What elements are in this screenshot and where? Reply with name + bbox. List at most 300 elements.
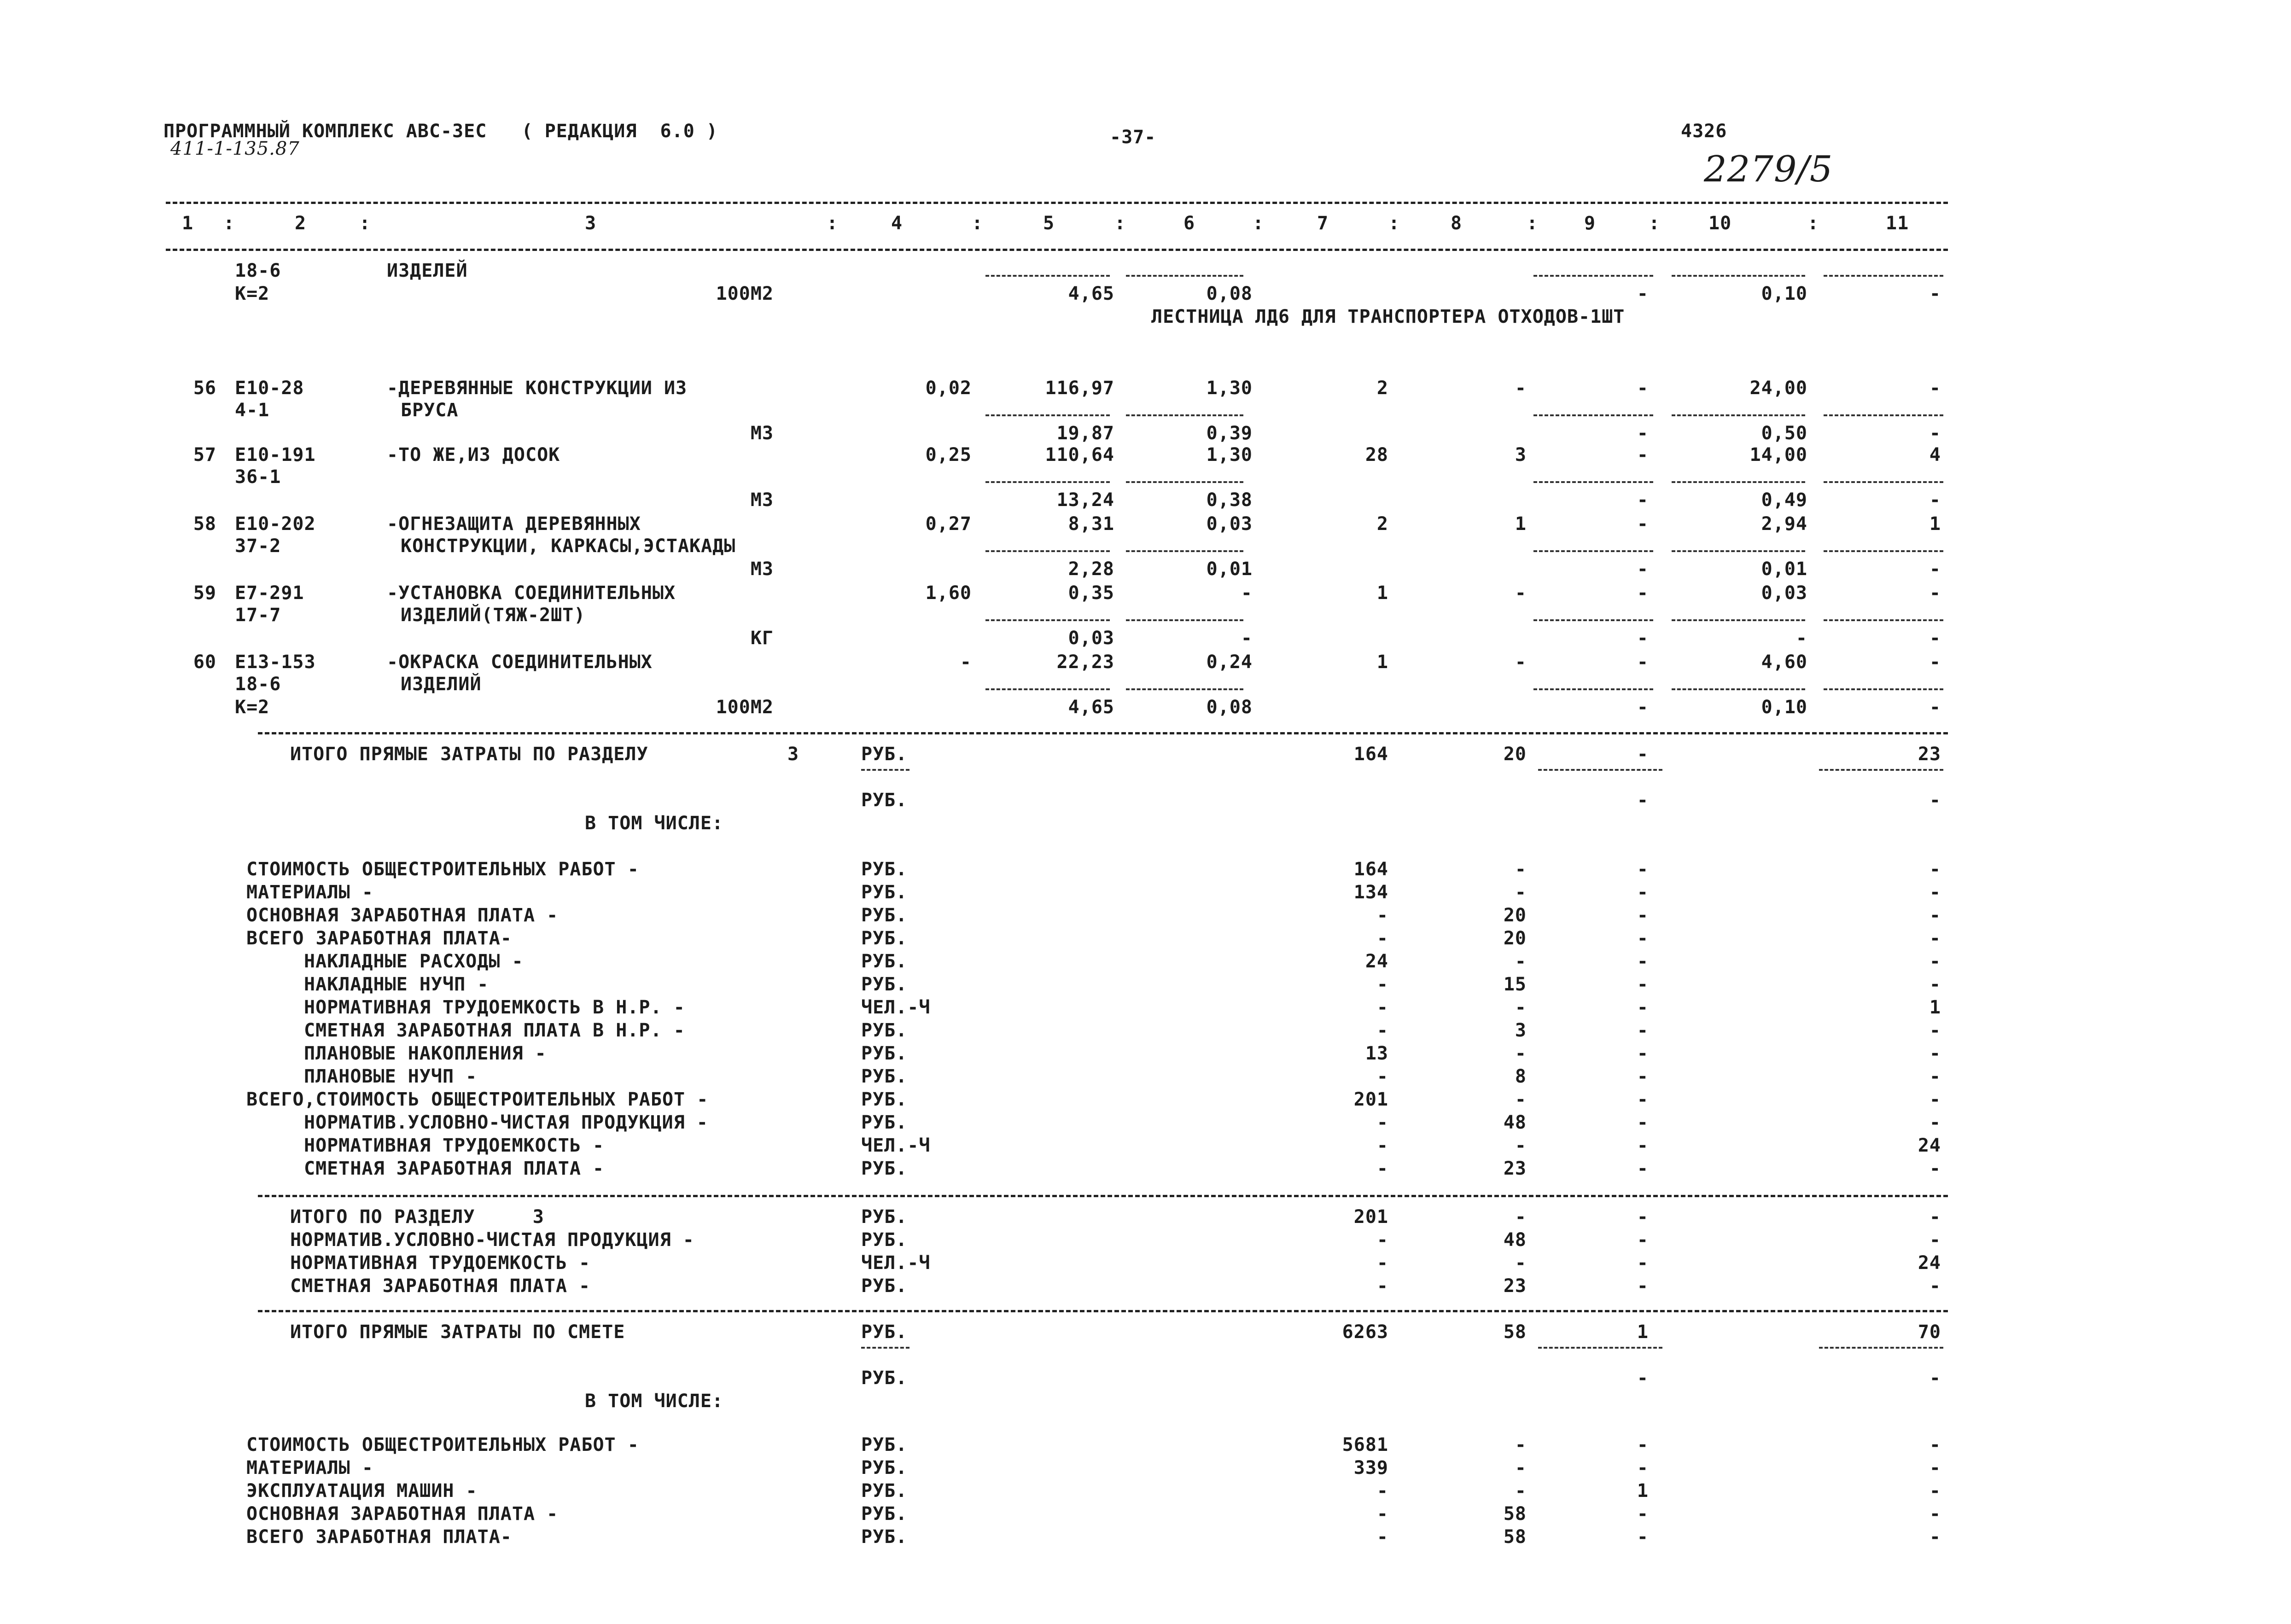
column-number-10: 10 (1708, 213, 1732, 234)
row-code: 18-6 (235, 674, 281, 695)
breakdown-label: ОСНОВНАЯ ЗАРАБОТНАЯ ПЛАТА - (246, 905, 559, 926)
breakdown-unit: РУБ. (861, 1066, 908, 1087)
estimate-breakdown-col7: - (1376, 1526, 1388, 1548)
col5-rule (985, 550, 1110, 552)
total-col9: - (1637, 790, 1649, 811)
breakdown-unit: РУБ. (861, 1089, 908, 1110)
estimate-breakdown-col11: - (1929, 1457, 1941, 1478)
final-label: НОРМАТИВНАЯ ТРУДОЕМКОСТЬ - (290, 1252, 591, 1274)
total-unit: РУБ. (861, 744, 908, 765)
breakdown-col7: - (1376, 905, 1388, 926)
unit-rule (861, 1347, 909, 1349)
breakdown-col7: 24 (1365, 951, 1388, 972)
row-col10: 0,01 (1761, 559, 1807, 580)
column-number-2: 2 (295, 213, 307, 234)
row-col11: - (1929, 652, 1941, 673)
total-col8: 20 (1503, 744, 1527, 765)
estimate-breakdown-col8: - (1515, 1457, 1527, 1478)
breakdown-col9: - (1637, 882, 1649, 903)
breakdown-col8: 23 (1503, 1158, 1527, 1179)
col10-rule (1672, 275, 1805, 277)
breakdown-label: НОРМАТИВНАЯ ТРУДОЕМКОСТЬ - (304, 1135, 605, 1156)
row-col11: - (1929, 559, 1941, 580)
breakdown-unit: РУБ. (861, 974, 908, 995)
col5-rule (985, 481, 1110, 483)
row-name: -ОКРАСКА СОЕДИНИТЕЛЬНЫХ (387, 652, 653, 673)
object-caption: ЛЕСТНИЦА ЛД6 ДЛЯ ТРАНСПОРТЕРА ОТХОДОВ-1ШТ (1151, 306, 1625, 327)
breakdown-col11: - (1929, 928, 1941, 949)
breakdown-col7: 164 (1353, 859, 1388, 880)
row-col5: 110,64 (1045, 444, 1114, 466)
breakdown-col7: - (1376, 1135, 1388, 1156)
column-separator: : (1253, 213, 1265, 234)
column-number-5: 5 (1043, 213, 1055, 234)
final-col8: 48 (1503, 1229, 1527, 1251)
row-col10: 0,10 (1761, 283, 1807, 304)
final-col8: - (1515, 1252, 1527, 1274)
row-col7: 2 (1376, 378, 1388, 399)
estimate-breakdown-label: МАТЕРИАЛЫ - (246, 1457, 373, 1478)
breakdown-col11: - (1929, 1020, 1941, 1041)
estimate-col9: 1 (1637, 1321, 1649, 1343)
breakdown-label: ПЛАНОВЫЕ НАКОПЛЕНИЯ - (304, 1043, 547, 1064)
row-col9: - (1637, 489, 1649, 511)
estimate-breakdown-unit: РУБ. (861, 1526, 908, 1548)
total-col11: 23 (1918, 744, 1941, 765)
col9-rule (1533, 275, 1653, 277)
estimate-breakdown-col11: - (1929, 1480, 1941, 1502)
page-number: -37- (1110, 127, 1156, 148)
breakdown-col7: 201 (1353, 1089, 1388, 1110)
row-col9: - (1637, 628, 1649, 649)
including-heading: В ТОМ ЧИСЛЕ: (585, 813, 723, 834)
row-col9: - (1637, 697, 1649, 718)
row-name: -ДЕРЕВЯННЫЕ КОНСТРУКЦИИ ИЗ (387, 378, 688, 399)
estimate-unit: РУБ. (861, 1321, 908, 1343)
breakdown-col8: 15 (1503, 974, 1527, 995)
row-col6: 0,08 (1206, 283, 1253, 304)
col9-rule (1533, 619, 1653, 621)
breakdown-col7: - (1376, 997, 1388, 1018)
breakdown-label: ВСЕГО ЗАРАБОТНАЯ ПЛАТА- (246, 928, 512, 949)
breakdown-col11: - (1929, 1066, 1941, 1087)
program-title: ПРОГРАММНЫЙ КОМПЛЕКС АВС-3ЕС ( РЕДАКЦИЯ 6.0 ) (163, 121, 718, 142)
breakdown-col9: - (1637, 951, 1649, 972)
breakdown-unit: РУБ. (861, 1112, 908, 1133)
breakdown-col11: - (1929, 1043, 1941, 1064)
breakdown-col9: - (1637, 1089, 1649, 1110)
estimate-rule (258, 1310, 1948, 1312)
row-col9: - (1637, 582, 1649, 604)
estimate-breakdown-col9: - (1637, 1457, 1649, 1478)
final-col11: - (1929, 1275, 1941, 1297)
total-col9: - (1637, 744, 1649, 765)
breakdown-col11: - (1929, 1158, 1941, 1179)
row-col11: - (1929, 489, 1941, 511)
final-col11: - (1929, 1206, 1941, 1228)
row-code: К=2 (235, 283, 270, 304)
row-col7: 1 (1376, 582, 1388, 604)
col6-rule (1126, 414, 1243, 416)
row-code: 36-1 (235, 466, 281, 488)
col11-rule (1819, 769, 1943, 771)
column-number-6: 6 (1183, 213, 1195, 234)
breakdown-unit: РУБ. (861, 882, 908, 903)
final-col8: 23 (1503, 1275, 1527, 1297)
final-label: СМЕТНАЯ ЗАРАБОТНАЯ ПЛАТА - (290, 1275, 591, 1297)
row-col5: 2,28 (1068, 559, 1114, 580)
breakdown-col11: - (1929, 905, 1941, 926)
row-code: 17-7 (235, 605, 281, 626)
final-label: ИТОГО ПО РАЗДЕЛУ 3 (290, 1206, 544, 1228)
breakdown-unit: РУБ. (861, 1043, 908, 1064)
col9-rule (1533, 414, 1653, 416)
final-col7: - (1376, 1275, 1388, 1297)
column-separator: : (827, 213, 839, 234)
unit-rule (861, 769, 909, 771)
col11-rule (1824, 688, 1943, 690)
row-code: Е7-291 (235, 582, 304, 604)
breakdown-col9: - (1637, 1020, 1649, 1041)
breakdown-label: НОРМАТИВНАЯ ТРУДОЕМКОСТЬ В Н.Р. - (304, 997, 685, 1018)
final-col7: - (1376, 1252, 1388, 1274)
estimate-col8: 58 (1503, 1321, 1527, 1343)
breakdown-label: ПЛАНОВЫЕ НУЧП - (304, 1066, 478, 1087)
section-final-rule (258, 1195, 1948, 1197)
row-code: 18-6 (235, 260, 281, 281)
row-col7: 28 (1365, 444, 1388, 466)
including-heading: В ТОМ ЧИСЛЕ: (585, 1391, 723, 1412)
row-name: ИЗДЕЛЕЙ (387, 260, 468, 281)
row-col10: 4,60 (1761, 652, 1807, 673)
final-col9: - (1637, 1206, 1649, 1228)
row-col9: - (1637, 378, 1649, 399)
estimate-breakdown-col11: - (1929, 1526, 1941, 1548)
row-number: 58 (193, 513, 216, 535)
breakdown-label: СМЕТНАЯ ЗАРАБОТНАЯ ПЛАТА В Н.Р. - (304, 1020, 685, 1041)
breakdown-col8: - (1515, 1135, 1527, 1156)
breakdown-label: МАТЕРИАЛЫ - (246, 882, 373, 903)
breakdown-col9: - (1637, 1112, 1649, 1133)
row-col7: 1 (1376, 652, 1388, 673)
breakdown-col9: - (1637, 1043, 1649, 1064)
row-col11: - (1929, 582, 1941, 604)
breakdown-col11: - (1929, 1112, 1941, 1133)
col10-rule (1672, 414, 1805, 416)
breakdown-col9: - (1637, 1135, 1649, 1156)
estimate-breakdown-label: ОСНОВНАЯ ЗАРАБОТНАЯ ПЛАТА - (246, 1503, 559, 1525)
row-unit: М3 (750, 489, 774, 511)
row-col5: 4,65 (1068, 283, 1114, 304)
column-number-8: 8 (1451, 213, 1463, 234)
estimate-breakdown-unit: РУБ. (861, 1457, 908, 1478)
estimate-breakdown-col11: - (1929, 1434, 1941, 1455)
col10-rule (1672, 688, 1805, 690)
estimate-breakdown-col8: 58 (1503, 1526, 1527, 1548)
row-col10: 0,03 (1761, 582, 1807, 604)
estimate-breakdown-unit: РУБ. (861, 1480, 908, 1502)
breakdown-col11: 24 (1918, 1135, 1941, 1156)
breakdown-col8: 48 (1503, 1112, 1527, 1133)
col10-rule (1672, 550, 1805, 552)
header-rule-bottom (166, 249, 1948, 251)
row-col5: 0,03 (1068, 628, 1114, 649)
row-col5: 8,31 (1068, 513, 1114, 535)
col5-rule (985, 688, 1110, 690)
row-col10: 0,50 (1761, 423, 1807, 444)
column-separator: : (1114, 213, 1126, 234)
breakdown-col7: - (1376, 974, 1388, 995)
col6-rule (1126, 688, 1243, 690)
final-col9: - (1637, 1275, 1649, 1297)
column-number-9: 9 (1584, 213, 1596, 234)
final-col11: 24 (1918, 1252, 1941, 1274)
breakdown-col11: - (1929, 974, 1941, 995)
breakdown-label: НОРМАТИВ.УСЛОВНО-ЧИСТАЯ ПРОДУКЦИЯ - (304, 1112, 708, 1133)
breakdown-col9: - (1637, 905, 1649, 926)
row-code: 4-1 (235, 400, 270, 421)
estimate-breakdown-col7: 339 (1353, 1457, 1388, 1478)
section-rule (258, 732, 1948, 734)
final-col11: - (1929, 1229, 1941, 1251)
row-code: К=2 (235, 697, 270, 718)
row-unit: 100М2 (716, 283, 774, 304)
row-code: Е10-202 (235, 513, 316, 535)
breakdown-col7: - (1376, 1158, 1388, 1179)
row-name: -УСТАНОВКА СОЕДИНИТЕЛЬНЫХ (387, 582, 676, 604)
project-number-handwritten: 411-1-135.87 (170, 138, 300, 159)
breakdown-col9: - (1637, 859, 1649, 880)
col9-rule (1538, 1347, 1662, 1349)
breakdown-unit: РУБ. (861, 951, 908, 972)
breakdown-col8: 3 (1515, 1020, 1527, 1041)
col11-rule (1824, 550, 1943, 552)
column-number-4: 4 (891, 213, 903, 234)
breakdown-unit: РУБ. (861, 905, 908, 926)
row-col11: 4 (1929, 444, 1941, 466)
breakdown-unit: РУБ. (861, 1020, 908, 1041)
row-col9: - (1637, 423, 1649, 444)
breakdown-col8: - (1515, 882, 1527, 903)
breakdown-col9: - (1637, 1158, 1649, 1179)
header-rule-top (166, 202, 1948, 204)
row-col8: 3 (1515, 444, 1527, 466)
estimate-col9: - (1637, 1368, 1649, 1389)
column-separator: : (1388, 213, 1400, 234)
row-col10: 14,00 (1749, 444, 1807, 466)
col9-rule (1538, 769, 1662, 771)
estimate-total-label: ИТОГО ПРЯМЫЕ ЗАТРАТЫ ПО СМЕТЕ (290, 1321, 625, 1343)
row-col11: - (1929, 283, 1941, 304)
estimate-breakdown-col7: - (1376, 1503, 1388, 1525)
row-col5: 0,35 (1068, 582, 1114, 604)
breakdown-col7: 13 (1365, 1043, 1388, 1064)
row-unit: М3 (750, 423, 774, 444)
estimate-breakdown-col7: 5681 (1342, 1434, 1388, 1455)
final-col7: - (1376, 1229, 1388, 1251)
col5-rule (985, 275, 1110, 277)
total-unit: РУБ. (861, 790, 908, 811)
row-quantity: 1,60 (925, 582, 972, 604)
column-separator: : (972, 213, 984, 234)
row-number: 60 (193, 652, 216, 673)
row-name: ИЗДЕЛИЙ (401, 674, 482, 695)
row-col6: 0,39 (1206, 423, 1253, 444)
column-separator: : (1807, 213, 1819, 234)
row-col8: 1 (1515, 513, 1527, 535)
breakdown-col11: - (1929, 859, 1941, 880)
breakdown-col8: - (1515, 1043, 1527, 1064)
row-col10: 24,00 (1749, 378, 1807, 399)
breakdown-col8: - (1515, 951, 1527, 972)
row-col9: - (1637, 283, 1649, 304)
estimate-col11: - (1929, 1368, 1941, 1389)
row-col5: 13,24 (1056, 489, 1114, 511)
row-col5: 19,87 (1056, 423, 1114, 444)
row-unit: 100М2 (716, 697, 774, 718)
final-unit: ЧЕЛ.-Ч (861, 1252, 931, 1274)
column-separator: : (223, 213, 235, 234)
row-number: 59 (193, 582, 216, 604)
section-total-label: ИТОГО ПРЯМЫЕ ЗАТРАТЫ ПО РАЗДЕЛУ (290, 744, 648, 765)
col10-rule (1672, 481, 1805, 483)
row-name: -ОГНЕЗАЩИТА ДЕРЕВЯННЫХ (387, 513, 641, 535)
col11-rule (1824, 275, 1943, 277)
breakdown-col7: - (1376, 1112, 1388, 1133)
breakdown-unit: ЧЕЛ.-Ч (861, 997, 931, 1018)
row-unit: КГ (750, 628, 774, 649)
row-col6: 0,01 (1206, 559, 1253, 580)
final-col8: - (1515, 1206, 1527, 1228)
breakdown-col9: - (1637, 1066, 1649, 1087)
breakdown-col7: - (1376, 1020, 1388, 1041)
row-code: Е13-153 (235, 652, 316, 673)
row-col9: - (1637, 513, 1649, 535)
row-name: КОНСТРУКЦИИ, КАРКАСЫ,ЭСТАКАДЫ (401, 536, 736, 557)
col10-rule (1672, 619, 1805, 621)
estimate-breakdown-col9: - (1637, 1434, 1649, 1455)
breakdown-col9: - (1637, 997, 1649, 1018)
breakdown-col11: - (1929, 1089, 1941, 1110)
row-col9: - (1637, 444, 1649, 466)
col6-rule (1126, 550, 1243, 552)
final-label: НОРМАТИВ.УСЛОВНО-ЧИСТАЯ ПРОДУКЦИЯ - (290, 1229, 694, 1251)
col11-rule (1819, 1347, 1943, 1349)
row-col5: 116,97 (1045, 378, 1114, 399)
final-unit: РУБ. (861, 1206, 908, 1228)
breakdown-col11: - (1929, 882, 1941, 903)
row-col8: - (1515, 378, 1527, 399)
col11-rule (1824, 619, 1943, 621)
row-col5: 4,65 (1068, 697, 1114, 718)
col5-rule (985, 414, 1110, 416)
col5-rule (985, 619, 1110, 621)
row-code: Е10-191 (235, 444, 316, 466)
column-separator: : (1649, 213, 1661, 234)
breakdown-label: НАКЛАДНЫЕ НУЧП - (304, 974, 489, 995)
row-col5: 22,23 (1056, 652, 1114, 673)
row-name: -ТО ЖЕ,ИЗ ДОСОК (387, 444, 560, 466)
col11-rule (1824, 414, 1943, 416)
row-number: 57 (193, 444, 216, 466)
col6-rule (1126, 481, 1243, 483)
estimate-col7: 6263 (1342, 1321, 1388, 1343)
estimate-breakdown-col9: - (1637, 1526, 1649, 1548)
estimate-breakdown-label: ЭКСПЛУАТАЦИЯ МАШИН - (246, 1480, 478, 1502)
row-col10: - (1795, 628, 1807, 649)
row-col6: 1,30 (1206, 378, 1253, 399)
row-col6: - (1241, 628, 1253, 649)
breakdown-label: НАКЛАДНЫЕ РАСХОДЫ - (304, 951, 524, 972)
total-col11: - (1929, 790, 1941, 811)
row-col11: - (1929, 378, 1941, 399)
final-unit: РУБ. (861, 1229, 908, 1251)
breakdown-col8: 8 (1515, 1066, 1527, 1087)
col6-rule (1126, 275, 1243, 277)
breakdown-col8: - (1515, 997, 1527, 1018)
estimate-breakdown-col8: 58 (1503, 1503, 1527, 1525)
breakdown-unit: РУБ. (861, 1158, 908, 1179)
breakdown-col11: - (1929, 951, 1941, 972)
estimate-breakdown-unit: РУБ. (861, 1503, 908, 1525)
breakdown-col9: - (1637, 928, 1649, 949)
row-quantity: 0,25 (925, 444, 972, 466)
row-col10: 0,10 (1761, 697, 1807, 718)
estimate-unit: РУБ. (861, 1368, 908, 1389)
breakdown-unit: РУБ. (861, 928, 908, 949)
final-col9: - (1637, 1252, 1649, 1274)
row-col6: 0,24 (1206, 652, 1253, 673)
column-number-7: 7 (1317, 213, 1329, 234)
breakdown-col8: - (1515, 1089, 1527, 1110)
breakdown-col9: - (1637, 974, 1649, 995)
col9-rule (1533, 688, 1653, 690)
estimate-breakdown-col8: - (1515, 1480, 1527, 1502)
row-name: ИЗДЕЛИЙ(ТЯЖ-2ШТ) (401, 605, 586, 626)
row-col9: - (1637, 652, 1649, 673)
breakdown-unit: ЧЕЛ.-Ч (861, 1135, 931, 1156)
row-col6: 1,30 (1206, 444, 1253, 466)
row-col11: 1 (1929, 513, 1941, 535)
estimate-col11: 70 (1918, 1321, 1941, 1343)
row-col8: - (1515, 582, 1527, 604)
breakdown-col8: 20 (1503, 905, 1527, 926)
row-col11: - (1929, 628, 1941, 649)
column-separator: : (359, 213, 371, 234)
row-code: 37-2 (235, 536, 281, 557)
row-col8: - (1515, 652, 1527, 673)
breakdown-label: СМЕТНАЯ ЗАРАБОТНАЯ ПЛАТА - (304, 1158, 605, 1179)
estimate-breakdown-col11: - (1929, 1503, 1941, 1525)
row-col10: 2,94 (1761, 513, 1807, 535)
col9-rule (1533, 550, 1653, 552)
row-code: Е10-28 (235, 378, 304, 399)
row-col7: 2 (1376, 513, 1388, 535)
estimate-breakdown-unit: РУБ. (861, 1434, 908, 1455)
row-col10: 0,49 (1761, 489, 1807, 511)
breakdown-col8: 20 (1503, 928, 1527, 949)
row-col6: 0,38 (1206, 489, 1253, 511)
column-number-11: 11 (1886, 213, 1909, 234)
document-code: 4326 (1681, 121, 1727, 142)
breakdown-col7: 134 (1353, 882, 1388, 903)
row-col11: - (1929, 423, 1941, 444)
breakdown-label: СТОИМОСТЬ ОБЩЕСТРОИТЕЛЬНЫХ РАБОТ - (246, 859, 639, 880)
row-col6: 0,03 (1206, 513, 1253, 535)
row-quantity: 0,02 (925, 378, 972, 399)
estimate-breakdown-col9: - (1637, 1503, 1649, 1525)
row-col9: - (1637, 559, 1649, 580)
